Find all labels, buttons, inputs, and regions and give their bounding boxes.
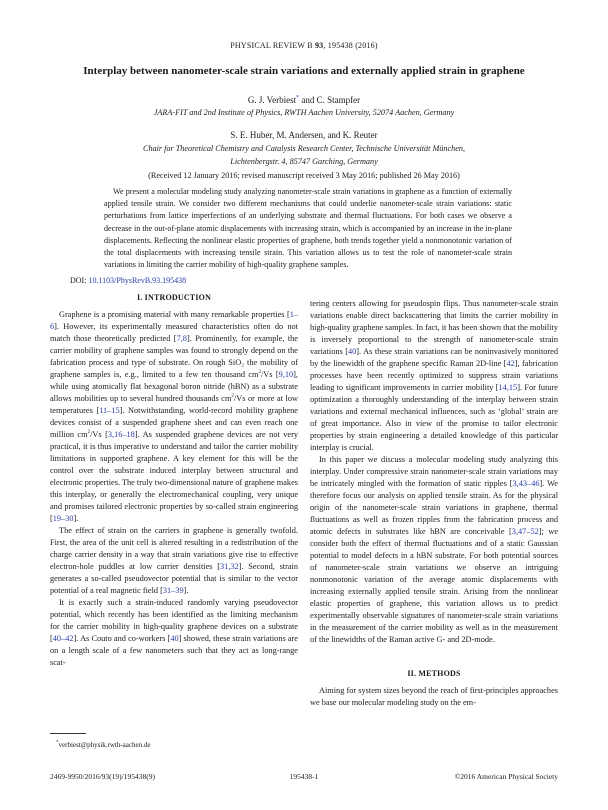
text-run: ]. <box>73 514 79 523</box>
authors-group-1 <box>0 95 608 105</box>
text-run: tering centers allowing for pseudospin flips. Thus nanometer-scale strain variations enable direct backscattering that limits the carrier mobility in high-quality graphene samples. In fact, it has been shown that the mobility is inversely proportional to the strength of nanometer-scale strain variations [ <box>310 299 558 356</box>
citation-link[interactable]: 9,10 <box>278 370 294 379</box>
citation-link[interactable]: 31,32 <box>220 562 239 571</box>
citation-link[interactable]: 7,8 <box>176 334 187 343</box>
affiliation-tum-line2: Lichtenbergstr. 4, 85747 Garching, Germany <box>230 157 378 166</box>
paragraph <box>50 309 298 525</box>
citation-link[interactable]: 40–42 <box>52 634 74 643</box>
citation-link[interactable]: 14,15 <box>498 383 518 392</box>
footnote-divider <box>50 733 86 734</box>
text-run: [ <box>173 334 177 343</box>
citation-link[interactable]: 3,47–52 <box>511 527 539 536</box>
text-run: ]. As Couto and co-workers [ <box>73 634 171 643</box>
text-run: ] showed, these strain variations are on a length scale of a few nanometers such that they act as long-range scat- <box>50 634 298 667</box>
journal-header: PHYSICAL REVIEW B 93, 195438 (2016) <box>230 41 378 50</box>
superscript: 2 <box>258 370 261 376</box>
authors-group-2: S. E. Huber, M. Andersen, and K. Reuter <box>230 130 378 140</box>
column-right <box>310 298 558 709</box>
text-run: ]. Notwithstanding, world-record mobility graphene devices consist of a suspended graphene sheet and can even reach one million cm <box>50 406 298 439</box>
footer-page-number: 195438-1 <box>289 772 319 781</box>
text-run: ]. However, its experimentally measured characteristics often do not match those theoretically predicted <box>50 322 298 343</box>
doi-link[interactable]: 10.1103/PhysRevB.93.195438 <box>88 276 187 285</box>
text-run: ], fabrication processes have been recently optimized to suppress strain variations leading to significant improvements in carrier mobility [ <box>310 359 558 392</box>
citation-link[interactable]: 19–30 <box>52 514 74 523</box>
text-run: ]. As suspended graphene devices are not very practical, it is thus imperative to understand and tailor the carrier mobility limitations in supported graphene. A key element for this will be the control over the substrate induced interplay between structural and electronic properties. The truly two-dimensional nature of graphene makes this interplay, or generally the electromechanical coupling, very unique and promises tailored electronic properties by so-called strain engineering [ <box>50 430 298 523</box>
citation-link[interactable]: 3,16–18 <box>107 430 135 439</box>
superscript: 2 <box>87 430 91 436</box>
paragraph <box>50 597 298 669</box>
superscript: 2 <box>231 394 234 400</box>
text-run: In this paper we discuss a molecular modeling study analyzing this interplay. Under compressive strain nanometer-scale strain variations may be intricately mingled with the formation of static ripples [ <box>310 455 558 488</box>
doi-label: DOI: <box>70 276 89 285</box>
journal-article: 195438 (2016) <box>327 41 378 50</box>
text-run: /Vs or more at low temperatures [ <box>50 394 298 415</box>
section-heading-methods: II. METHODS <box>407 669 461 678</box>
citation-link[interactable]: 1–6 <box>50 310 298 331</box>
citation-link[interactable]: 42 <box>506 359 515 368</box>
abstract: We present a molecular modeling study analyzing nanometer-scale strain variations in graphene as a function of externally applied tensile strain. We consider two different mechanisms that could underlie nanometer-scale strain variations: static perturbations from lattice imperfections of an underlying substrate and thermal fluctuations. For both cases we observe a decrease in the out-of-plane atomic displacements with increasing strain, which is accompanied by an increase in the in-plane displacements. Reflecting the nonlinear elastic properties of graphene, both trends together yield a nonmonotonic variation of the total displacements with increasing tensile strain. This variation allows us to test the role of nanometer-scale strain variations in limiting the carrier mobility of high-quality graphene samples. <box>104 187 512 270</box>
column-left <box>50 292 298 669</box>
journal-name: PHYSICAL REVIEW B <box>230 41 313 50</box>
citation-link[interactable]: 40 <box>347 347 357 356</box>
text-run: /Vs [ <box>90 430 108 439</box>
section-heading-introduction: I. INTRODUCTION <box>136 293 212 302</box>
received-dates: (Received 12 January 2016; revised manuscript received 3 May 2016; published 26 May 2016) <box>148 171 460 180</box>
journal-volume: 93 <box>314 41 324 50</box>
paragraph <box>50 525 298 597</box>
footnote-marker-link[interactable]: * <box>296 95 300 101</box>
citation-link[interactable]: 11–15 <box>99 406 120 415</box>
affiliation-tum-line1: Chair for Theoretical Chemistry and Catalysis Research Center, Technische Universität München, <box>142 144 465 153</box>
text-run: [ <box>286 310 290 319</box>
text-run: ]. Prominently, for example, the carrier mobility of graphene samples was found to strongly depend on the fabrication process and type of substrate. On rough SiO₂ the mobility of graphene samples is, e.g., limited to a few ten thousand cm <box>50 334 298 379</box>
citation-link[interactable]: 31–39 <box>162 586 184 595</box>
text-run: Aiming for system sizes beyond the reach of first-principles approaches we base our molecular modeling study on the em- <box>310 686 558 707</box>
affiliation-rwth: JARA-FIT and 2nd Institute of Physics, RWTH Aachen University, 52074 Aachen, Germany <box>153 108 455 117</box>
text-run: ]; we consider both the effect of thermal fluctuations and of a static Gaussian potential to model defects in a hBN substrate. For both potential sources of nanometer-scale strain variations we observe an intriguing nonmonotonic variation of the average atomic displacements with increasing externally applied tensile strain. Arising from the nonlinear elastic properties of graphene, this variation allows us to predict experimentally observable signatures of nanometer-scale strain variations in the measurement of the carrier mobility as well as in the measurement of the linewidths of the Raman active G- and 2D-mode. <box>310 527 558 644</box>
text-run: ]. <box>183 586 189 595</box>
text-run: It is exactly such a strain-induced randomly varying pseudovector potential, which recently has been identified as the limiting mechanism for the carrier mobility in high-quality graphene devices on a substrate [ <box>50 598 298 643</box>
text-run: The effect of strain on the carriers in graphene is generally twofold. First, the area of the unit cell is altered resulting in a redistribution of the charge carrier density in a way that strain variations give rise to effective electron-hole puddles at low carrier densities [ <box>50 526 298 571</box>
doi-line <box>70 276 270 285</box>
paper-title: Interplay between nanometer-scale strain variations and externally applied strain in graphene <box>83 65 525 77</box>
footnote-email: verbiest@physik.rwth-aachen.de <box>58 741 151 749</box>
citation-link[interactable]: 3,43–46 <box>512 479 540 488</box>
footer-issn: 2469-9950/2016/93(19)/195438(9) <box>50 772 155 781</box>
text-run: ]. For future optimization a thoroughly understanding of the interplay between strain variations and external mechanical influences, such as ‘global’ strain are of great importance. Also in view of the promise to tailor electronic properties by strain engineering a detailed knowledge of this particular interplay is crucial. <box>310 383 558 452</box>
text-run: ]. As these strain variations can be noninvasively monitored by the linewidth of the graphene specific Raman 2D-line [ <box>310 347 559 368</box>
footer-copyright: ©2016 American Physical Society <box>454 772 558 781</box>
paragraph <box>310 454 558 646</box>
author-verbiest: G. J. Verbiest <box>247 95 297 105</box>
paragraph <box>310 298 558 454</box>
text-run: ], while using atomically flat hexagonal boron nitride (hBN) as a substrate allows mobilities up to several hundred thousands cm <box>50 370 298 403</box>
footnote <box>56 741 150 749</box>
citation-link[interactable]: 40 <box>170 634 179 643</box>
footnote-marker: * <box>56 740 59 746</box>
text-run: ]. We therefore focus our analysis on applied tensile strain. As for the physical origin of the nanometer-scale strain variations in graphene, thermal fluctuations as well as frozen ripples from the fabrication process and atomic defects in substrates like hBN are conceivable [ <box>310 479 558 536</box>
author-stampfer: and C. Stampfer <box>299 95 361 105</box>
text-run: ]. Second, strain generates a so-called pseudovector potential that is similar to the vector potential of a real magnetic field [ <box>50 562 298 595</box>
text-run: Graphene is a promising material with many remarkable properties <box>59 310 287 319</box>
paragraph <box>310 685 558 709</box>
text-run: /Vs [ <box>260 370 279 379</box>
